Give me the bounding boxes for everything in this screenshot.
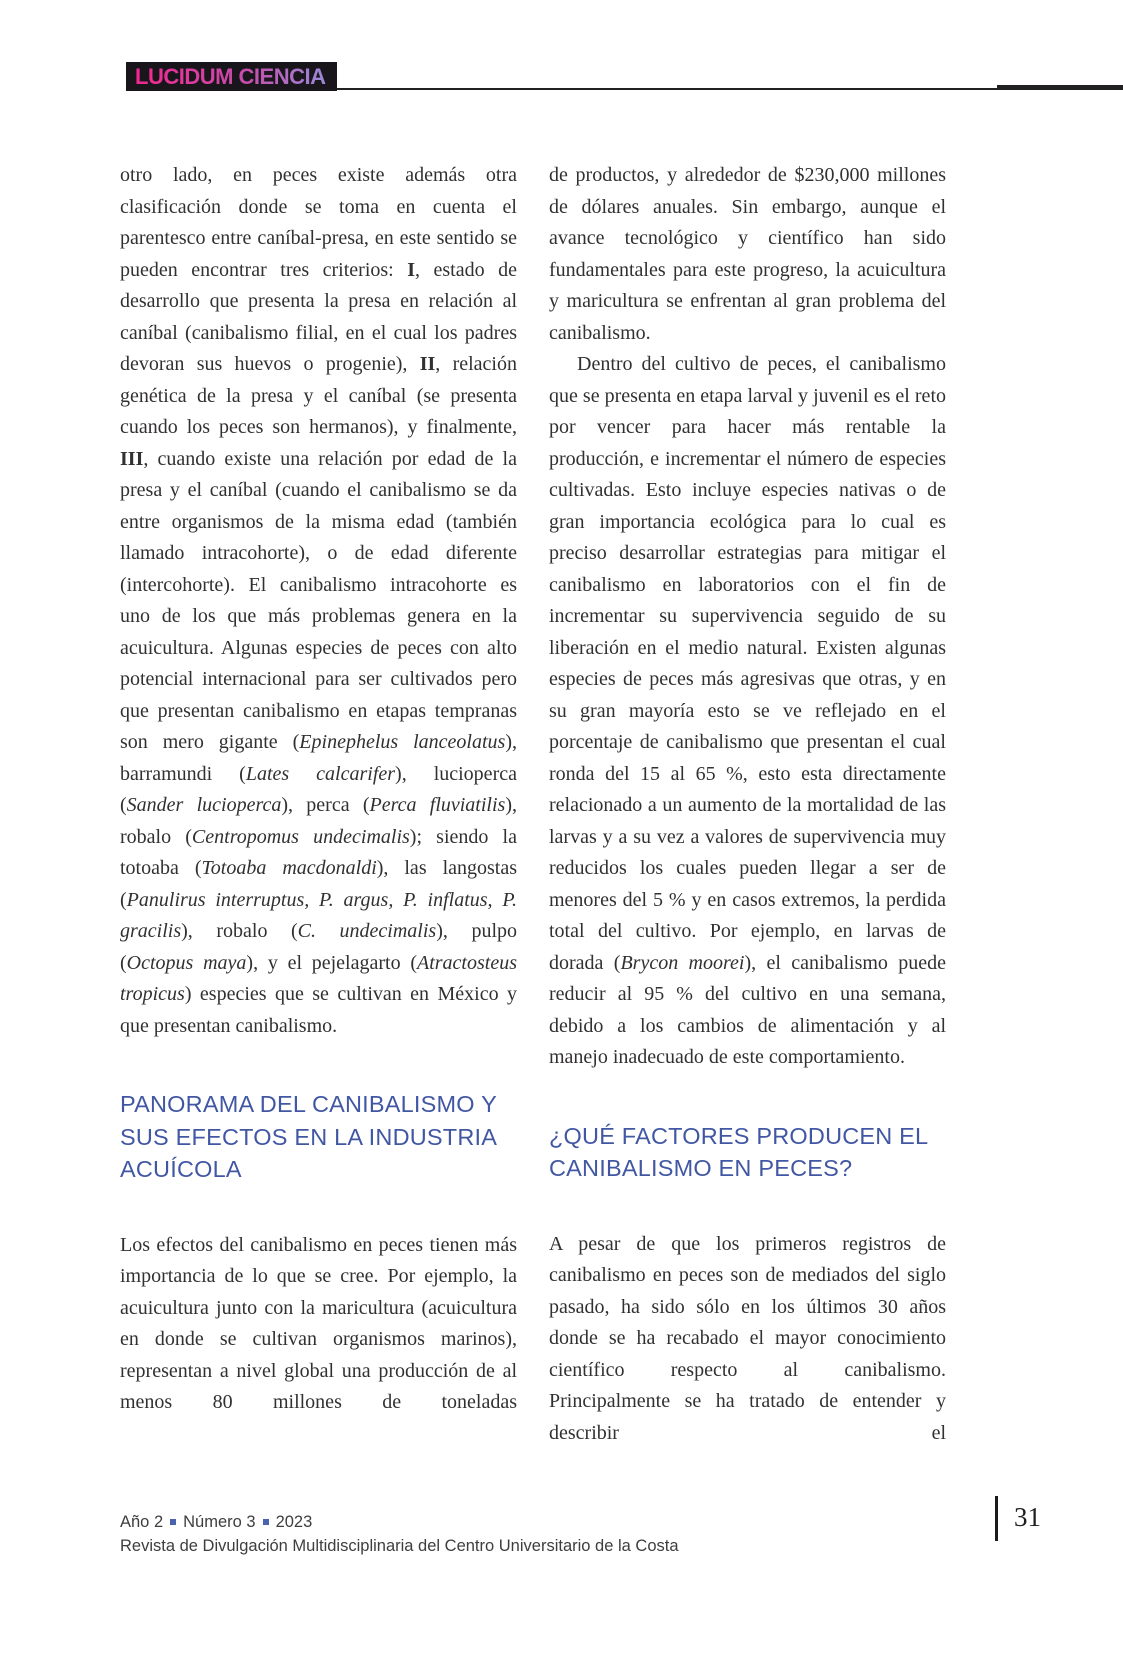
body-paragraph: otro lado, en peces existe además otra clasificación donde se toma en cuenta el parentesco entre caníbal-presa, en este sentido se pueden encontrar tres criterios: I, estado de desarrollo que presenta la presa en relación al caníbal (canibalismo filial, en el cual los padres devoran sus huevos o progenie), II, relación genética de la presa y el caníbal (se presenta cuando los peces son hermanos), y finalmente, III, cuando existe una relación por edad de la presa y el caníbal (cuando el canibalismo se da entre organismos de la misma edad (también llamado intracohorte), o de edad diferente (intercohorte). El canibalismo intracohorte es uno de los que más problemas genera en la acuicultura. Algunas especies de peces con alto potencial internacional para ser cultivados pero que presentan canibalismo en etapas tempranas son mero gigante (Epinephelus lanceolatus), barramundi (Lates calcarifer), lucioperca (Sander lucioperca), perca (Perca fluviatilis), robalo (Centropomus undecimalis); siendo la totoaba (Totoaba macdonaldi), las langostas (Panulirus interruptus, P. argus, P. inflatus, P. gracilis), robalo (C. undecimalis), pulpo (Octopus maya), y el pejelagarto (Atractosteus tropicus) especies que se cultivan en México y que presentan canibalismo.	[120, 164, 518, 1037]
issue-info	[120, 1510, 679, 1534]
section-heading: ¿QUÉ FACTORES PRODUCEN EL CANIBALISMO EN PECES?	[549, 1122, 928, 1181]
journal-name: Revista de Divulgación Multidisciplinaria del Centro Universitario de la Costa	[120, 1537, 679, 1555]
column-right	[549, 160, 946, 1449]
issue-year: Año 2	[120, 1513, 164, 1531]
body-paragraph: Los efectos del canibalismo en peces tienen más importancia de lo que se cree. Por ejemplo, la acuicultura junto con la maricultura (acuicultura en donde se cultivan organismos marinos), representan a nivel global una producción de al menos 80 millones de toneladas	[120, 1233, 517, 1413]
issue-date: 2023	[275, 1513, 313, 1531]
body-paragraph: A pesar de que los primeros registros de canibalismo en peces son de mediados del siglo pasado, ha sido sólo en los últimos 30 años donde se ha recabado el mayor conocimiento científico respecto al canibalismo. Principalmente se ha tratado de entender y describir el	[549, 1232, 946, 1444]
magazine-logo	[126, 62, 337, 91]
column-left	[120, 160, 517, 1449]
magazine-logo-text: LUCIDUM CIENCIA	[135, 63, 326, 89]
body-paragraph: Dentro del cultivo de peces, el canibalismo que se presenta en etapa larval y juvenil es el reto por vencer para hacer más rentable la producción, e incrementar el número de especies cultivadas. Esto incluye especies nativas o de gran importancia ecológica para lo cual es preciso desarrollar estrategias para mitigar el canibalismo en laboratorios con el fin de incrementar su supervivencia seguido de su liberación en el medio natural. Existen algunas especies de peces más agresivas que otras, y en su gran mayoría esto se ve reflejado en el porcentaje de canibalismo que presentan el cual ronda del 15 al 65 %, esto esta directamente relacionado a un aumento de la mortalidad de las larvas y a su vez a valores de supervivencia muy reducidos los cuales pueden llegar a ser de menores del 5 % y en casos extremos, la perdida total del cultivo. Por ejemplo, en larvas de dorada (Brycon moorei), el canibalismo puede reducir al 95 % del cultivo en una semana, debido a los cambios de alimentación y al manejo inadecuado de este comportamiento.	[549, 353, 947, 1068]
separator-square-icon	[263, 1519, 269, 1525]
page-number: 31	[1014, 1502, 1041, 1532]
separator-square-icon	[170, 1519, 176, 1525]
body-paragraph: de productos, y alrededor de $230,000 millones de dólares anuales. Sin embargo, aunque el avance tecnológico y científico han sido fundamentales para este progreso, la acuicultura y maricultura se enfrentan al gran problema del canibalismo.	[549, 164, 946, 344]
page-footer	[120, 1510, 679, 1558]
header-rule-thick	[997, 85, 1123, 90]
issue-number: Número 3	[183, 1513, 256, 1531]
section-heading: PANORAMA DEL CANIBALISMO Y SUS EFECTOS EN LA INDUSTRIA ACUÍCOLA	[120, 1091, 497, 1182]
page-number-bar	[995, 1496, 998, 1541]
article-body	[120, 160, 946, 1449]
